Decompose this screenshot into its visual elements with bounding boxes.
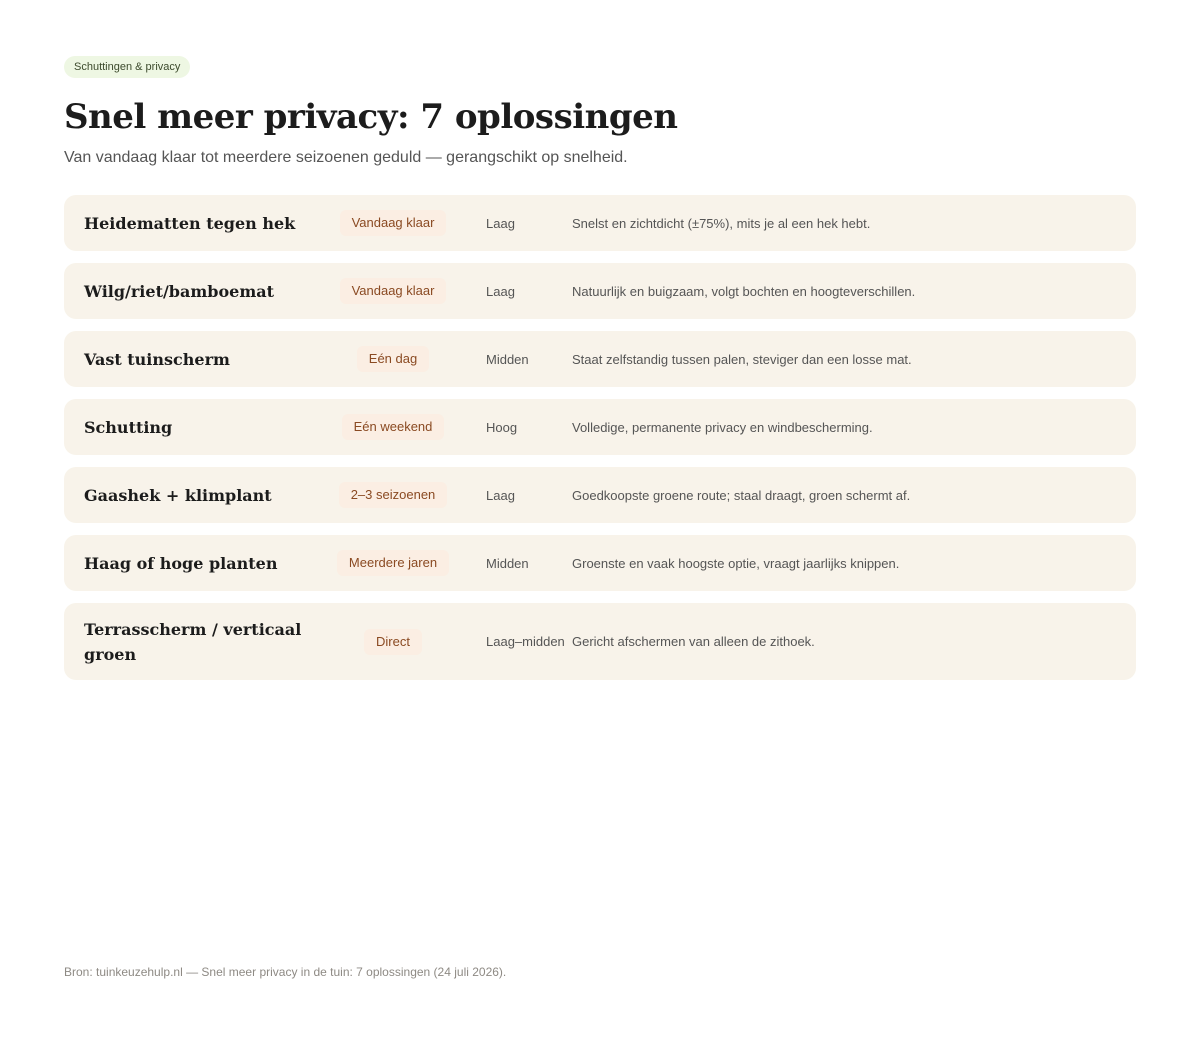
category-badge: Schuttingen & privacy [64, 56, 190, 78]
solution-name: Heidematten tegen hek [84, 213, 296, 233]
solution-name: Gaashek + klimplant [84, 485, 272, 505]
list-item [64, 263, 1136, 319]
list-item [64, 399, 1136, 455]
list-item [64, 195, 1136, 251]
solution-name: Vast tuinscherm [84, 349, 230, 369]
cost-level: Laag [486, 283, 515, 299]
cost-level: Laag [486, 487, 515, 503]
solutions-list [64, 195, 1136, 680]
speed-badge: Direct [364, 629, 422, 655]
solution-name: Wilg/riet/bamboemat [84, 281, 275, 301]
speed-badge: Meerdere jaren [337, 550, 449, 576]
cost-level: Midden [486, 555, 529, 571]
solution-name: Schutting [84, 417, 173, 437]
page-subtitle: Van vandaag klaar tot meerdere seizoenen geduld — gerangschikt op snelheid. [64, 149, 628, 166]
page-title: Snel meer privacy: 7 oplossingen [64, 97, 678, 137]
speed-badge: Vandaag klaar [340, 210, 447, 236]
source-footer: Bron: tuinkeuzehulp.nl — Snel meer privacy in de tuin: 7 oplossingen (24 juli 2026). [64, 965, 507, 979]
cost-level: Laag–midden [486, 634, 565, 649]
solution-description: Goedkoopste groene route; staal draagt, groen schermt af. [572, 487, 911, 503]
page-content [64, 56, 1136, 680]
list-item [64, 331, 1136, 387]
list-item [64, 603, 1136, 680]
solution-description: Gericht afschermen van alleen de zithoek. [572, 634, 815, 649]
solution-description: Volledige, permanente privacy en windbescherming. [572, 419, 873, 435]
speed-badge: Vandaag klaar [340, 278, 447, 304]
solution-name: Terrasscherm / verticaal groen [84, 619, 302, 664]
cost-level: Laag [486, 215, 515, 231]
solution-description: Natuurlijk en buigzaam, volgt bochten en hoogteverschillen. [572, 283, 916, 299]
solution-description: Groenste en vaak hoogste optie, vraagt jaarlijks knippen. [572, 555, 900, 571]
list-item [64, 535, 1136, 591]
list-item [64, 467, 1136, 523]
solution-description: Staat zelfstandig tussen palen, steviger dan een losse mat. [572, 351, 912, 367]
solution-name: Haag of hoge planten [84, 553, 278, 573]
speed-badge: Eén weekend [342, 414, 445, 440]
solution-description: Snelst en zichtdicht (±75%), mits je al een hek hebt. [572, 215, 871, 231]
speed-badge: 2–3 seizoenen [339, 482, 448, 508]
speed-badge: Eén dag [357, 346, 429, 372]
cost-level: Midden [486, 351, 529, 367]
cost-level: Hoog [486, 419, 518, 435]
